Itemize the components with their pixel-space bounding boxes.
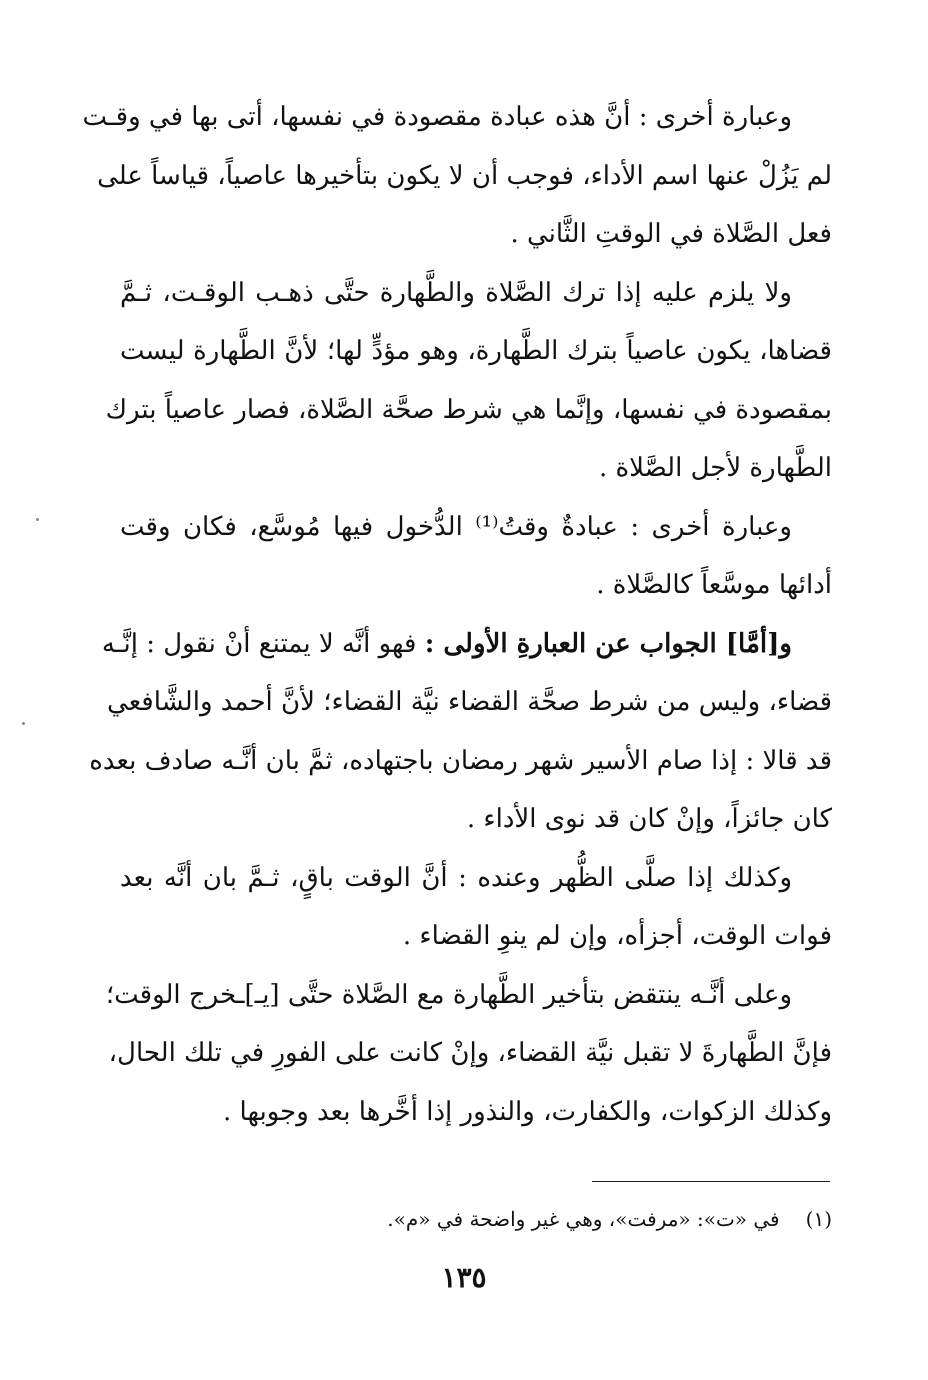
paragraph-line: قضاء، وليس من شرط صحَّة القضاء نيَّة القضاء؛ لأنَّ أحمد والشَّافعي — [107, 687, 832, 717]
footnote-number: (١) — [805, 1207, 832, 1231]
paragraph-5 — [120, 849, 832, 966]
paragraph-3 — [120, 498, 832, 615]
paragraph-line: قد قالا : إذا صام الأسير شهر رمضان باجتهاده، ثمَّ بان أنَّـه صادف بعده — [89, 745, 832, 776]
paragraph-line: الطَّهارة لأجل الصَّلاة . — [598, 453, 832, 483]
paragraph-line: وكذلك إذا صلَّى الظُّهر وعنده : أنَّ الوقت باقٍ، ثـمَّ بان أنَّه بعد — [120, 862, 792, 893]
paragraph-line: فهو أنَّه لا يمتنع أنْ نقول : إنَّـه — [101, 628, 425, 659]
footnote — [387, 1199, 832, 1239]
scan-speck — [22, 722, 25, 725]
paragraph-line: كان جائزاً، وإنْ كان قد نوى الأداء . — [466, 804, 832, 834]
paragraph-line: وكذلك الزكوات، والكفارت، والنذور إذا أخَّرها بعد وجوبها . — [223, 1096, 832, 1127]
section-lead-heading: و[أمَّا] الجواب عن العبارةِ الأولى : — [424, 628, 792, 659]
paragraph-line: فعل الصَّلاة في الوقتِ الثَّاني . — [510, 219, 832, 249]
paragraph-2 — [105, 264, 832, 498]
paragraph-line: قضاها، يكون عاصياً بترك الطَّهارة، وهو مؤدٍّ لها؛ لأنَّ الطَّهارة ليست — [120, 336, 832, 366]
paragraph-line: وعلى أنَّـه ينتقض بتأخير الطَّهارة مع الصَّلاة حتَّى [يـ]ـخرج الوقت؛ — [105, 979, 792, 1010]
paragraph-line: لم يَزُلْ عنها اسم الأداء، فوجب أن لا يكون بتأخيرها عاصياً، قياساً على — [97, 160, 832, 191]
paragraph-line: بمقصودة في نفسها، وإنَّما هي شرط صحَّة الصَّلاة، فصار عاصياً بترك — [105, 394, 832, 425]
document-body — [82, 88, 832, 1141]
paragraph-1 — [82, 88, 832, 264]
page-number: ١٣٥ — [441, 1261, 487, 1294]
paragraph-line: وعبارة أخرى : عبادةٌ وقتُ⁽¹⁾ الدُّخول فيها مُوسَّع، فكان وقت — [120, 511, 792, 542]
paragraph-6 — [105, 966, 832, 1142]
scan-speck — [36, 518, 39, 521]
footnote-divider — [592, 1181, 830, 1182]
paragraph-line: فإنَّ الطَّهارةَ لا تقبل نيَّة القضاء، وإنْ كانت على الفورِ في تلك الحال، — [108, 1038, 832, 1068]
paragraph-line: وعبارة أخرى : أنَّ هذه عبادة مقصودة في نفسها، أتى بها في وقـت — [82, 102, 792, 132]
paragraph-4 — [89, 615, 832, 849]
paragraph-line: أدائها موسَّعاً كالصَّلاة . — [596, 570, 832, 600]
paragraph-line: فوات الوقت، أجزأه، وإن لم ينوِ القضاء . — [402, 921, 832, 951]
footnote-text: في «ت»: «مرفت»، وهي غير واضحة في «م». — [387, 1207, 780, 1231]
paragraph-line: ولا يلزم عليه إذا ترك الصَّلاة والطَّهارة حتَّى ذهـب الوقـت، ثـمَّ — [120, 277, 792, 308]
